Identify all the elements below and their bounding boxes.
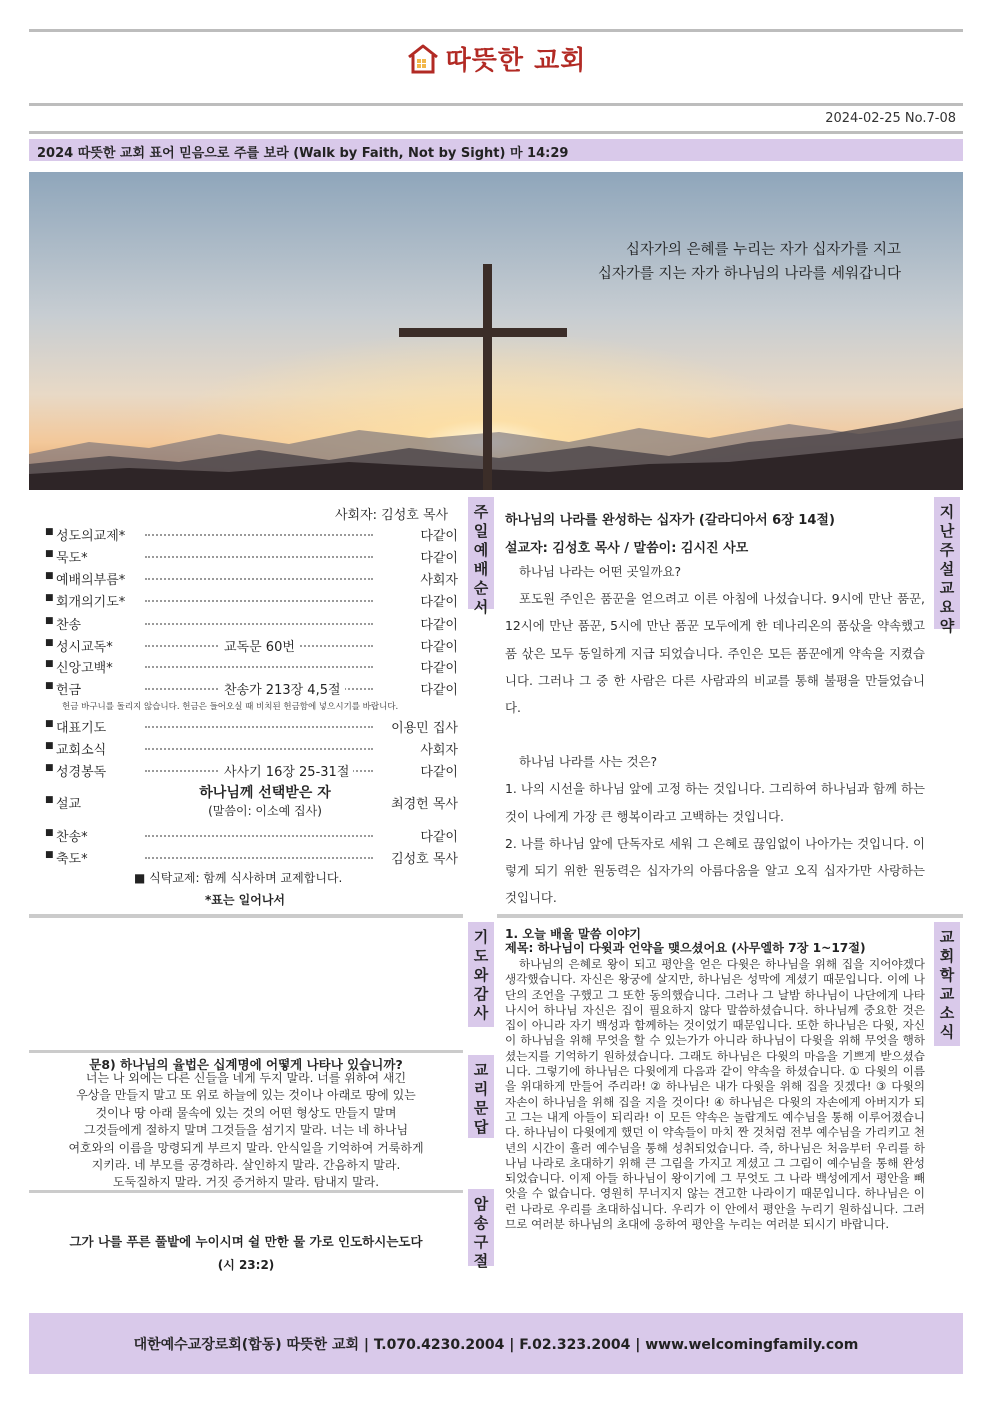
leader-dots (145, 666, 373, 668)
worship-item-name: 성경봉독 (56, 765, 107, 780)
worship-item-leader: 이용민 집사 (391, 721, 458, 736)
issue-number: 2024-02-25 No.7-08 (825, 111, 956, 126)
worship-item-leader: 김성호 목사 (391, 852, 458, 867)
sermon-reader: (말씀이: 이소예 집사) (208, 804, 322, 818)
bullet-icon: ■ (45, 681, 54, 691)
bullet-icon: ■ (45, 850, 54, 860)
church-name: 따뜻한 교회 (445, 46, 587, 76)
leader-dots (145, 578, 373, 580)
leader-dots (145, 748, 373, 750)
worship-order-row (45, 739, 458, 760)
summary-paragraph: 포도원 주인은 품꾼을 얻으려고 이른 아침에 나섰습니다. 9시에 만난 품꾼, 12시에 만난 품꾼, 5시에 만난 품꾼 모두에게 한 데나리온의 품삯을 약속했고 품 삯은 모두 동일하게 지급 되었습니다. 주인은 모든 품꾼에게 약속을 지켰습니다. 그러나 그 중 한 사람은 다른 사람과의 비교를 통해 불평을 만들었습니다. (505, 591, 925, 716)
worship-item-leader: 다같이 (420, 765, 458, 780)
catechism-answer-line: 지키라. 네 부모를 공경하라. 살인하지 말라. 간음하지 말라. (91, 1158, 401, 1173)
catechism-answer-line: 도둑질하지 말라. 거짓 증거하지 말라. 탐내지 말라. (112, 1175, 380, 1190)
summary-title: 하나님의 나라를 완성하는 십자가 (갈라디아서 6장 14절) (505, 513, 835, 528)
worship-order-row (45, 657, 458, 678)
worship-item-leader: 다같이 (420, 595, 458, 610)
bullet-icon: ■ (45, 828, 54, 838)
church-school-heading: 1. 오늘 배울 말씀 이야기 (505, 927, 642, 941)
worship-item-name: 회개의기도* (56, 595, 126, 610)
church-school-subtitle: 제목: 하나님이 다윗과 언약을 맺으셨어요 (사무엘하 7장 1~17절) (505, 941, 866, 955)
leader-dots (145, 835, 373, 837)
worship-item-name: 성도의교제* (56, 529, 126, 544)
worship-item-name: 성시교독* (56, 640, 113, 655)
summary-preacher: 설교자: 김성호 목사 / 말씀이: 김시진 사모 (505, 541, 749, 556)
fellowship-note: ■ 식탁교제: 함께 식사하며 교제합니다. (134, 871, 343, 885)
worship-item-leader: 다같이 (420, 683, 458, 698)
worship-order-row (45, 547, 458, 568)
catechism-answer-line: 것이나 땅 아래 물속에 있는 것의 어떤 형상도 만들지 말며 (95, 1105, 397, 1120)
footer-contact: 대한예수교장로회(합동) 따뜻한 교회 | T.070.4230.2004 | F.02.323.2004 | www.welcomingfamily.com (133, 1337, 859, 1353)
sermon-summary-tag: 지 난 주 설 교 요 약 (934, 497, 960, 629)
worship-item-leader: 다같이 (420, 661, 458, 676)
worship-item-name: 찬송* (56, 830, 88, 845)
catechism-answer (34, 1070, 458, 1192)
memory-verse-tag: 암 송 구 절 (468, 1189, 494, 1266)
worship-order-row (45, 717, 458, 738)
catechism-tag: 교 리 문 답 (468, 1055, 494, 1138)
bullet-icon: ■ (45, 593, 54, 603)
leader-dots (145, 623, 373, 625)
summary-paragraph: 하나님 나라는 어떤 곳일까요? (519, 564, 682, 579)
memory-rule (29, 1190, 463, 1193)
worship-item-name: 교회소식 (56, 743, 107, 758)
worship-order-row (45, 761, 458, 782)
worship-item-name: 예배의부름* (56, 573, 126, 588)
house-icon (406, 42, 440, 76)
worship-item-name: 축도* (56, 852, 88, 867)
bullet-icon: ■ (45, 571, 54, 581)
worship-item-leader: 최경헌 목사 (391, 797, 458, 812)
offering-note: 헌금 바구니를 돌리지 않습니다. 헌금은 들어오실 때 비치된 헌금함에 넣으시기를 바랍니다. (62, 702, 399, 712)
sermon-title: 하나님께 선택받은 자 (199, 785, 331, 801)
worship-order-row (45, 591, 458, 612)
worship-item-detail: 찬송가 213장 4,5절 (220, 679, 345, 698)
worship-item-leader: 다같이 (420, 618, 458, 633)
motto-bar (29, 139, 963, 161)
footer (29, 1313, 963, 1374)
worship-item-name: 설교 (56, 797, 82, 812)
worship-item-leader: 다같이 (420, 640, 458, 655)
catechism-answer-line: 여호와의 이름을 망령되게 부르지 말라. 안식일을 기억하여 거룩하게 (68, 1140, 424, 1155)
worship-item-name: 헌금 (56, 683, 82, 698)
right-section-rule (497, 914, 963, 918)
catechism-answer-line: 너는 나 외에는 다른 신들을 네게 두지 말라. 너를 위하여 새긴 (85, 1071, 407, 1085)
worship-item-name: 찬송 (56, 618, 82, 633)
top-rule (29, 29, 963, 32)
motto-text: 2024 따뜻한 교회 표어 믿음으로 주를 보라 (Walk by Faith, Not by Sight) 마 14:29 (37, 146, 569, 161)
summary-paragraph: 1. 나의 시선을 하나님 앞에 고정 하는 것입니다. 그리하여 하나님과 함께 하는 것이 나에게 가장 큰 행복이라고 고백하는 것입니다. (505, 781, 925, 824)
worship-item-leader: 사회자 (420, 573, 458, 588)
bullet-icon: ■ (45, 719, 54, 729)
memory-verse-reference: (시 23:2) (217, 1258, 275, 1272)
bullet-icon: ■ (45, 638, 54, 648)
summary-paragraph: 2. 나를 하나님 앞에 단독자로 세워 그 은혜로 끊임없이 나아가는 것입니다. 이렇게 되기 위한 원동력은 십자가의 아름다움을 알고 오직 십자가만 사랑하는 것입니다. (505, 835, 925, 906)
worship-item-detail: 교독문 60번 (220, 636, 299, 655)
leader-dots (145, 556, 373, 558)
church-school-body: 하나님의 은혜로 왕이 되고 평안을 얻은 다윗은 하나님을 위해 집을 지어야겠다 생각했습니다. 자신은 왕궁에 살지만, 하나님은 성막에 계셨기 때문입니다. 이에 나단의 조언을 구했고 그 또한 동의했습니다. 그러나 그 날밤 하나님이 나단에게 나타나시어 하나님 자신은 집이 필요하지 않다 말씀하셨습니다. 하나님께 중요한 것은 집이 아니라 자기 백성과 함께하는 것이었기 때문입니다. 또한 하나님은 다윗, 자신이 하나님을 위해 무엇을 할 수 있는가가 아니라 하나님이 다윗을 위해 무엇을 행하셨는지를 기억하기 원하셨습니다. 그래도 하나님은 다윗의 마음을 기쁘게 받으셨습니다. 그렇기에 하나님은 다윗에게 다음과 같이 약속을 하셨습니다. ① 다윗의 이름을 위대하게 만들어 주리라! ② 하나님은 내가 다윗을 위해 집을 짓겠다! ③ 다윗의 자손이 하나님을 위해 집을 지을 것이다! ④ 하나님은 다윗의 자손에게 아버지가 되고 그는 내게 아들이 되리라! 이 모든 약속은 놀랍게도 예수님을 통해 이루어졌습니다. 하나님이 다윗에게 했던 이 약속들이 마치 짠 것처럼 전부 예수님을 가리키고 천 년의 시간이 흘러 예수님을 통해 성취되었습니다. 즉, 하나님은 처음부터 우리를 하나님 나라로 초대하기 위해 큰 그림을 가지고 계셨고 그 그림이 예수님을 통해 완성되었습니다. 이제 아들 하나님이 왕이기에 그 무엇도 그 나라 백성에게서 평안을 빼앗을 수 없습니다. 영원히 무너지지 않는 견고한 나라이기 때문입니다. 하나님은 이런 나라로 우리를 초대하십니다. 우리가 이 안에서 평안을 누리기 원하십니다. 그러므로 여러분 하나님의 초대에 응하여 평안을 누리는 여러분 되시기 바랍니다. (505, 957, 925, 1232)
standing-note: *표는 일어나서 (205, 893, 286, 907)
motto-top-rule (29, 131, 963, 134)
officiant: 사회자: 김성호 목사 (335, 508, 449, 523)
catechism-rule (29, 1050, 463, 1053)
worship-order-row (45, 525, 458, 546)
worship-item-leader: 사회자 (420, 743, 458, 758)
worship-order-row (45, 569, 458, 590)
hero-caption-line1: 십자가의 은혜를 누리는 자가 십자가를 지고 (625, 242, 901, 258)
cross-sunrise-image (29, 172, 963, 490)
leader-dots (145, 600, 373, 602)
memory-verse: 그가 나를 푸른 풀밭에 누이시며 쉴 만한 물 가로 인도하시는도다 (69, 1234, 423, 1249)
bullet-icon: ■ (45, 763, 54, 773)
worship-item-leader: 다같이 (420, 529, 458, 544)
church-school-tag: 교 회 학 교 소 식 (934, 922, 960, 1046)
summary-paragraph: 하나님 나라를 사는 것은? (519, 754, 658, 770)
bullet-icon: ■ (45, 741, 54, 751)
leader-dots (145, 726, 373, 728)
leader-dots (145, 534, 373, 536)
leader-dots (145, 857, 373, 859)
left-section-rule (29, 914, 463, 918)
catechism-answer-line: 우상을 만들지 말고 또 위로 하늘에 있는 것이나 아래로 땅에 있는 (76, 1088, 416, 1103)
worship-order-row (45, 826, 458, 847)
worship-order-tag: 주 일 예 배 순 서 (468, 497, 494, 609)
worship-item-name: 신앙고백* (56, 661, 113, 676)
worship-item-name: 묵도* (56, 551, 88, 566)
worship-item-detail: 사사기 16장 25-31절 (220, 761, 353, 780)
worship-order-row (45, 679, 458, 700)
bullet-icon: ■ (45, 795, 54, 805)
bullet-icon: ■ (45, 527, 54, 537)
worship-order-row (45, 636, 458, 657)
church-logo (0, 40, 992, 80)
summary-body (505, 558, 925, 911)
bullet-icon: ■ (45, 659, 54, 669)
worship-order-row (45, 614, 458, 635)
hero-caption-line2: 십자가를 지는 자가 하나님의 나라를 세워갑니다 (597, 266, 901, 282)
worship-order-row (45, 848, 458, 869)
catechism-answer-line: 그것들에게 절하지 말며 그것들을 섬기지 말라. 너는 네 하나님 (83, 1123, 409, 1138)
bullet-icon: ■ (45, 549, 54, 559)
worship-item-leader: 다같이 (420, 830, 458, 845)
worship-item-name: 대표기도 (56, 721, 107, 736)
header-rule (29, 103, 963, 106)
prayer-tag: 기 도 와 감 사 (468, 922, 494, 1027)
hero-image (29, 172, 963, 490)
catechism-question: 문8) 하나님의 율법은 십계명에 어떻게 나타나 있습니까? (89, 1057, 403, 1072)
bullet-icon: ■ (45, 616, 54, 626)
worship-item-leader: 다같이 (420, 551, 458, 566)
